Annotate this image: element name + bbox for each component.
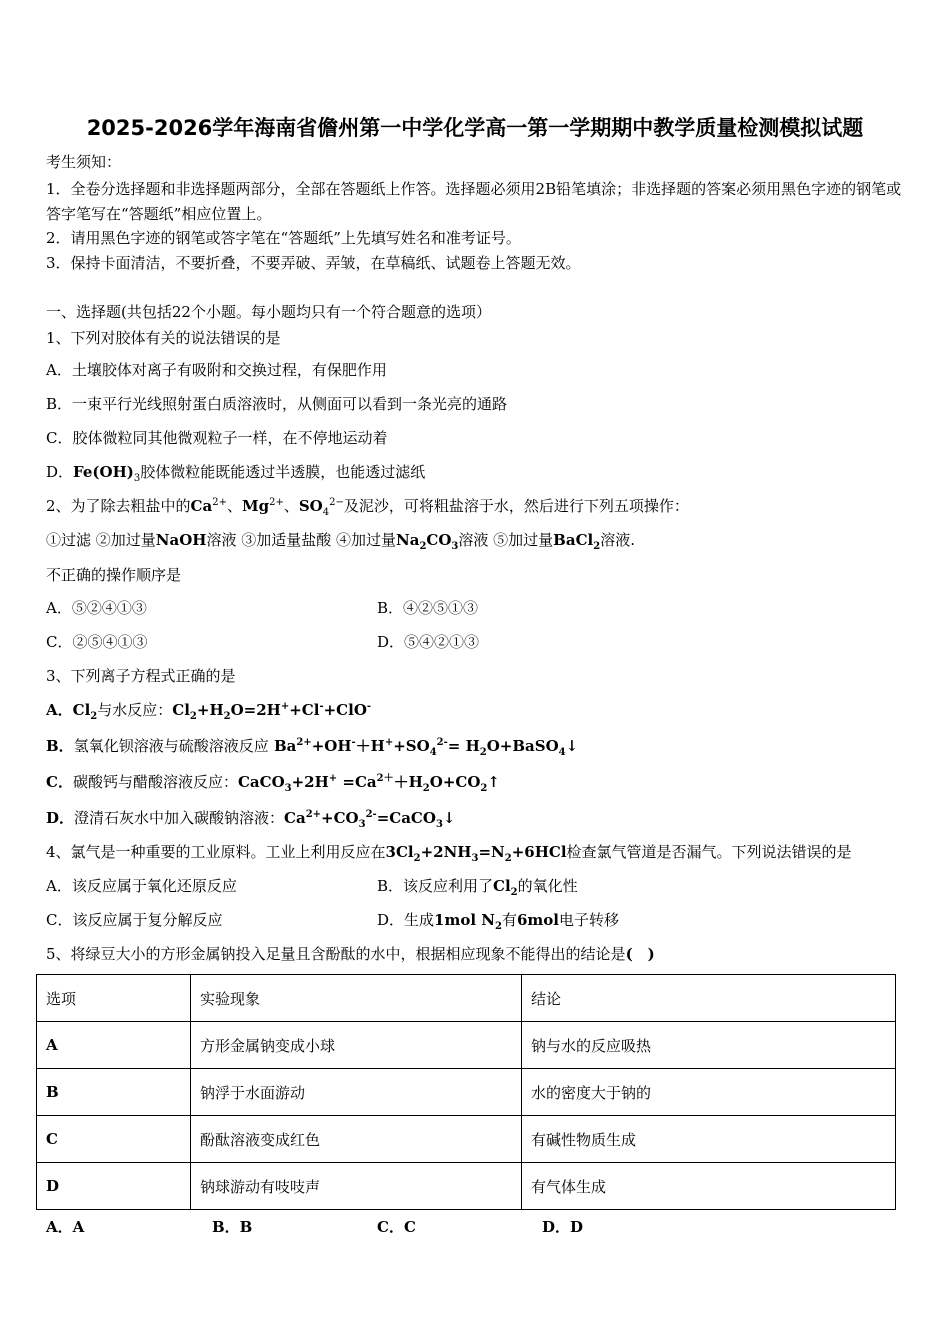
q3-b-eq5: = H <box>447 737 480 755</box>
q2-sep1: 、 <box>226 497 242 515</box>
q3-b-eq4: +SO <box>393 737 430 755</box>
notice-item-2: 2．请用黑色字迹的钢笔或答字笔在“答题纸”上先填写姓名和准考证号。 <box>46 229 521 247</box>
q3-b-eq1: Ba <box>273 737 297 755</box>
q3-b-eq2p: - <box>351 737 356 748</box>
q1-d-label: D． <box>46 463 74 481</box>
q3-c-eq6: ↑ <box>487 773 500 791</box>
q2-option-a: A．⑤②④①③ <box>46 599 147 617</box>
q3-a-cl: Cl <box>72 701 91 719</box>
q5-stem-a: 5、将绿豆大小的方形金属钠投入足量且含酚酞的水中，根据相应现象不能得出的结论是 <box>46 945 626 963</box>
q3-b-eq7: ↓ <box>565 737 579 755</box>
q3-a-eq5: +ClO <box>323 701 367 719</box>
q2-ca-sup: 2+ <box>212 497 227 508</box>
q1-stem: 1、下列对胶体有关的说法错误的是 <box>46 329 281 347</box>
q4-b-b: 的氧化性 <box>517 877 578 895</box>
q2-mg: Mg <box>241 497 270 515</box>
table-cell: B <box>37 1069 191 1116</box>
q3-b-eq6: O+BaSO <box>486 737 559 755</box>
q2-mg-sup: 2+ <box>269 497 284 508</box>
q4-eq1: 3Cl <box>385 843 414 861</box>
q4-eq2: +2NH <box>420 843 472 861</box>
q3-c-eq3: =Ca <box>337 773 377 791</box>
q3-b-eq4p: 2- <box>436 737 448 748</box>
q3-c-text: 碳酸钙与醋酸溶液反应： <box>72 773 238 791</box>
q2-naoh: NaOH <box>155 531 207 549</box>
q3-d-eq1: Ca <box>284 809 306 827</box>
table-row <box>37 1163 896 1210</box>
q3-d-label: D． <box>46 809 75 827</box>
q3-d-eq4: ↓ <box>442 809 456 827</box>
q3-b-eq5s: 2 <box>479 747 487 758</box>
q2-stem-text-a: 2、为了除去粗盐中的 <box>46 497 191 515</box>
q2-so: SO <box>298 497 323 515</box>
q3-b-eq3: ＋H <box>355 737 385 755</box>
q4-option-b <box>377 876 578 896</box>
q4-d-c: 电子转移 <box>558 911 619 929</box>
q3-option-d <box>46 808 455 828</box>
q3-b-eq4s: 4 <box>429 747 437 758</box>
q3-option-a <box>46 700 371 720</box>
table-cell: 有气体生成 <box>522 1163 896 1210</box>
q4-b-s: 2 <box>510 887 518 898</box>
table-cell: A <box>37 1022 191 1069</box>
q2-ops-c: 溶液 ⑤加过量 <box>458 531 554 549</box>
q2-option-d: D．⑤④②①③ <box>377 633 480 651</box>
q3-d-eq1p: 2+ <box>305 809 322 820</box>
q4-stem-b: 检查氯气管道是否漏气。下列说法错误的是 <box>566 843 852 861</box>
q3-b-eq6s: 4 <box>558 747 566 758</box>
q3-option-c <box>46 772 500 792</box>
q3-b-eq2: +OH <box>311 737 352 755</box>
q4-option-a: A．该反应属于氧化还原反应 <box>46 877 237 895</box>
q3-c-eq5: O+CO <box>429 773 481 791</box>
q4-b-f: Cl <box>493 877 511 895</box>
q3-d-eq3: =CaCO <box>376 809 436 827</box>
q3-c-eq2p: + <box>328 773 338 784</box>
q4-eq3s: 2 <box>504 853 512 864</box>
q1-option-c: C．胶体微粒同其他微观粒子一样，在不停地运动着 <box>46 429 388 447</box>
table-header-row <box>37 975 896 1022</box>
q5-table <box>36 974 896 1210</box>
q4-d-f2: 6mol <box>516 911 559 929</box>
q2-so-sub: 4 <box>322 507 330 518</box>
section-heading: 一、选择题(共包括22个小题。每小题均只有一个符合题意的选项） <box>46 303 491 321</box>
q3-b-label: B． <box>46 737 74 755</box>
notice-item-1: 1．全卷分选择题和非选择题两部分，全部在答题纸上作答。选择题必须用2B铅笔填涂；非选择题的答案必须用黑色字迹的钢笔或答字笔写在“答题纸”相应位置上。 <box>46 180 902 223</box>
q2-sep2: 、 <box>283 497 299 515</box>
q2-so-sup: 2− <box>329 497 344 508</box>
q4-b-a: B．该反应利用了 <box>377 877 494 895</box>
q3-a-text: 与水反应： <box>97 701 173 719</box>
q4-eq3: =N <box>478 843 505 861</box>
q3-a-eq4: +Cl <box>289 701 320 719</box>
q3-c-eq4s: 2 <box>422 783 430 794</box>
q3-c-eq5s: 2 <box>480 783 488 794</box>
q2-bacl: BaCl <box>553 531 594 549</box>
q2-ops-b: 溶液 ③加适量盐酸 ④加过量 <box>206 531 396 549</box>
q2-ops-a: ①过滤 ②加过量 <box>46 531 156 549</box>
q2-co: CO <box>426 531 452 549</box>
q3-d-eq2s: 3 <box>358 819 366 830</box>
q3-a-eq4p: - <box>319 701 324 712</box>
q3-a-eq1: Cl <box>172 701 190 719</box>
table-row <box>37 1069 896 1116</box>
q4-eq2s: 3 <box>471 853 479 864</box>
q4-stem-a: 4、氯气是一种重要的工业原料。工业上利用反应在 <box>46 843 386 861</box>
q1-option-d <box>46 462 425 482</box>
table-row <box>37 1022 896 1069</box>
q3-a-eq5p: - <box>366 701 372 712</box>
q4-stem <box>46 842 852 862</box>
q4-d-a: D．生成 <box>377 911 435 929</box>
q4-eq4: +6HCl <box>511 843 567 861</box>
q1-option-a: A．土壤胶体对离子有吸附和交换过程，有保肥作用 <box>46 361 387 379</box>
q4-eq1s: 2 <box>413 853 421 864</box>
table-cell: 有碱性物质生成 <box>522 1116 896 1163</box>
q1-d-formula: Fe(OH) <box>73 463 134 481</box>
table-header-cell: 结论 <box>522 975 896 1022</box>
q3-c-eq2: +2H <box>291 773 329 791</box>
table-cell: 方形金属钠变成小球 <box>191 1022 522 1069</box>
q3-b-eq3p: + <box>384 737 394 748</box>
q3-a-eq2: +H <box>196 701 224 719</box>
q3-a-eq1s: 2 <box>189 711 197 722</box>
q2-option-b: B．④②⑤①③ <box>377 599 479 617</box>
q2-na: Na <box>396 531 420 549</box>
table-cell: 水的密度大于钠的 <box>522 1069 896 1116</box>
q3-a-label: A． <box>46 701 73 719</box>
q2-stem-text-b: 及泥沙，可将粗盐溶于水，然后进行下列五项操作： <box>343 497 689 515</box>
q3-d-text: 澄清石灰水中加入碳酸钠溶液： <box>74 809 285 827</box>
q5-stem <box>46 944 655 964</box>
q3-stem: 3、下列离子方程式正确的是 <box>46 667 236 685</box>
q4-d-f1: 1mol N <box>434 911 495 929</box>
q3-b-eq1p: 2+ <box>296 737 312 748</box>
q2-co-sub: 3 <box>451 541 459 552</box>
q3-d-eq2: +CO <box>321 809 359 827</box>
q3-a-cl-sub: 2 <box>90 711 98 722</box>
q1-d-sub: 3 <box>133 473 141 484</box>
table-cell: 钠与水的反应吸热 <box>522 1022 896 1069</box>
q3-d-eq2p: 2- <box>365 809 377 820</box>
notice-item-3: 3．保持卡面清洁，不要折叠，不要弄破、弄皱，在草稿纸、试题卷上答题无效。 <box>46 254 581 272</box>
q5-stem-b: ( ) <box>625 945 655 963</box>
q4-option-d <box>377 910 619 930</box>
q3-a-eq3p: + <box>280 701 290 712</box>
notice-heading: 考生须知： <box>46 153 122 171</box>
q1-option-b: B．一束平行光线照射蛋白质溶液时，从侧面可以看到一条光亮的通路 <box>46 395 508 413</box>
q3-b-text: 氢氧化钡溶液与硫酸溶液反应 <box>73 737 269 755</box>
q3-a-eq3: O=2H <box>230 701 281 719</box>
q2-operations <box>46 530 635 550</box>
q2-option-c: C．②⑤④①③ <box>46 633 148 651</box>
q5-option-c: C．C <box>377 1218 416 1236</box>
q3-a-eq2s: 2 <box>223 711 231 722</box>
q2-ca: Ca <box>190 497 213 515</box>
q4-option-c: C．该反应属于复分解反应 <box>46 911 223 929</box>
q4-d-s: 2 <box>494 921 502 932</box>
page-title: 2025-2026学年海南省儋州第一中学化学高一第一学期期中教学质量检测模拟试题 <box>86 116 864 140</box>
table-header-cell: 实验现象 <box>191 975 522 1022</box>
q1-d-text: 胶体微粒能既能透过半透膜，也能透过滤纸 <box>140 463 426 481</box>
q3-c-eq1s: 3 <box>284 783 292 794</box>
table-cell: 酚酞溶液变成红色 <box>191 1116 522 1163</box>
q2-na-sub: 2 <box>419 541 427 552</box>
q2-wrong-order: 不正确的操作顺序是 <box>46 566 182 584</box>
q2-bacl-sub: 2 <box>593 541 601 552</box>
table-row <box>37 1116 896 1163</box>
q4-d-b: 有 <box>501 911 517 929</box>
q5-option-b: B．B <box>212 1218 253 1236</box>
q3-c-label: C． <box>46 773 73 791</box>
q3-d-eq3s: 3 <box>435 819 443 830</box>
q3-option-b <box>46 736 578 756</box>
q3-c-eq1: CaCO <box>237 773 285 791</box>
table-cell: C <box>37 1116 191 1163</box>
q3-c-eq4: ＋H <box>393 773 423 791</box>
q5-option-d: D．D <box>542 1218 584 1236</box>
table-header-cell: 选项 <box>37 975 191 1022</box>
q5-option-a: A．A <box>46 1218 85 1236</box>
q2-stem <box>46 496 689 516</box>
table-cell: 钠浮于水面游动 <box>191 1069 522 1116</box>
q2-ops-d: 溶液. <box>600 531 635 549</box>
table-cell: 钠球游动有吱吱声 <box>191 1163 522 1210</box>
table-cell: D <box>37 1163 191 1210</box>
q3-c-eq3p: 2＋ <box>376 773 394 784</box>
